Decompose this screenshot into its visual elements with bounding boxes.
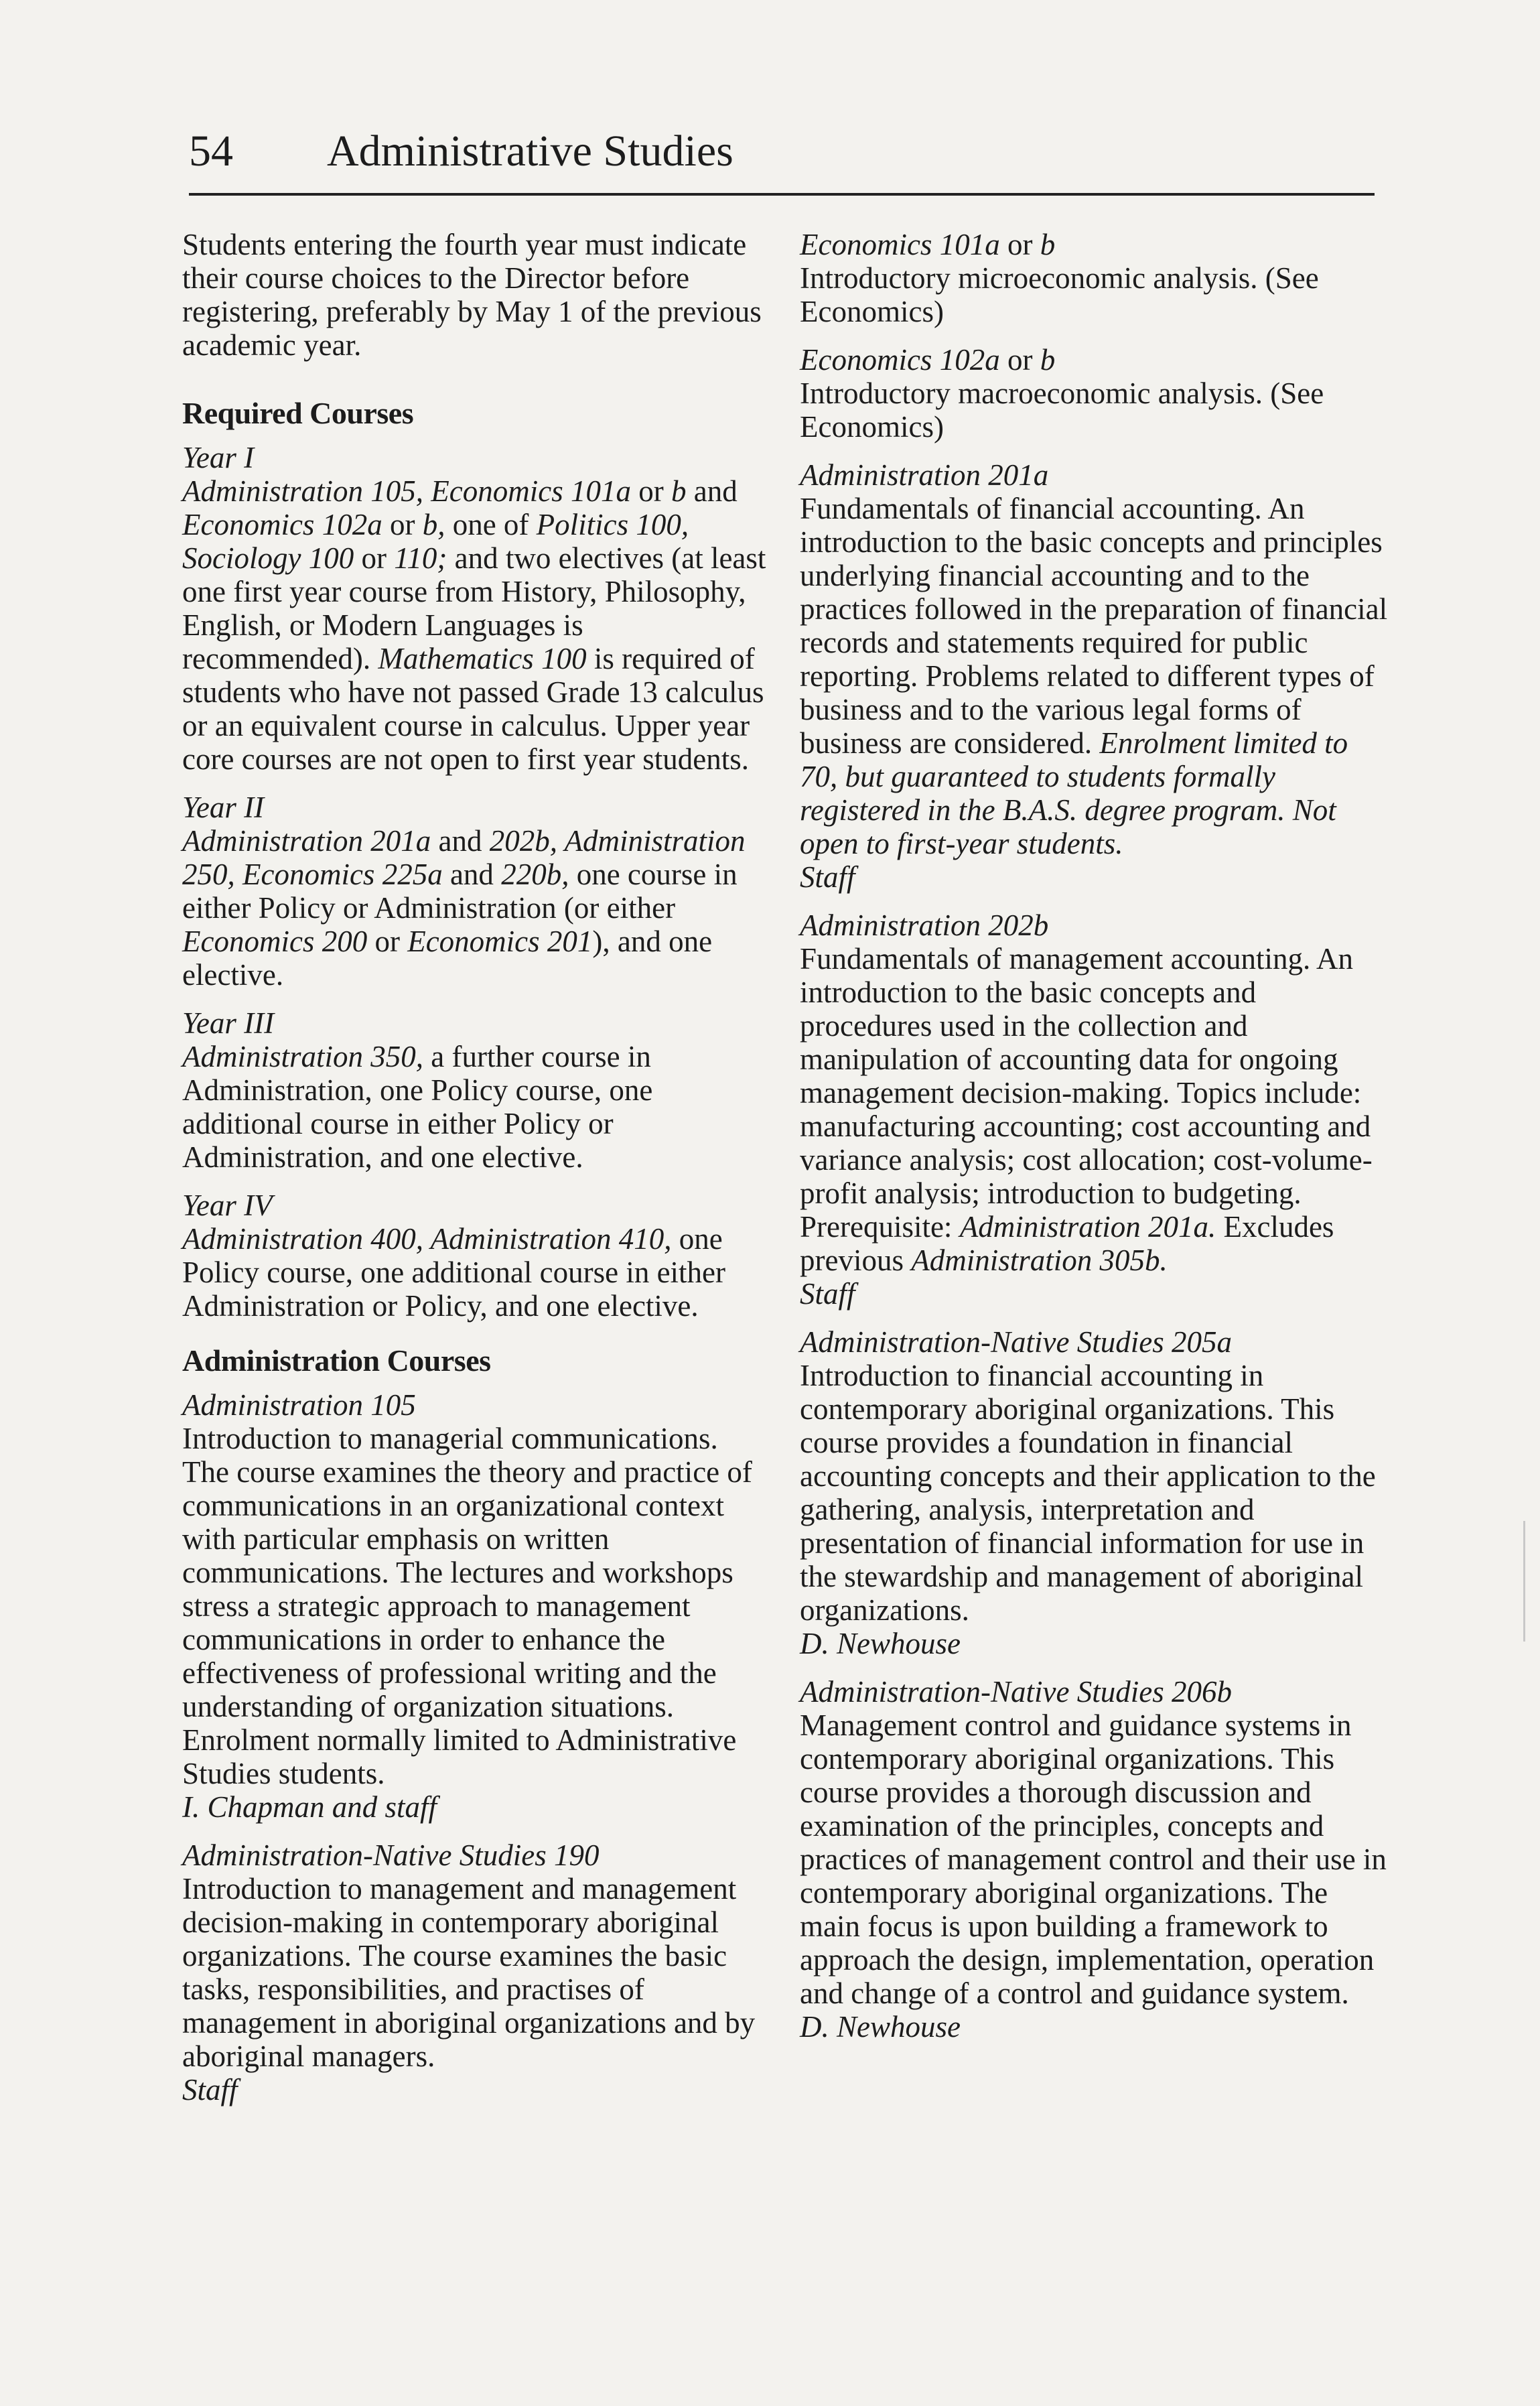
- title-connector: or: [999, 343, 1040, 377]
- year-3-text: [182, 1040, 772, 1174]
- right-column: [800, 228, 1389, 2058]
- text-run: and: [442, 858, 502, 891]
- course-instructor: Staff: [800, 860, 855, 894]
- course-admin-105: [182, 1388, 772, 1824]
- text-run: and two electives (at least one first year course from History, Philosophy, English, or Modern Languages is recommended).: [182, 541, 766, 675]
- italic-run: Administration 350,: [182, 1040, 424, 1073]
- italic-run: b,: [422, 508, 445, 541]
- course-admin-ns-205a: [800, 1325, 1389, 1660]
- course-instructor: D. Newhouse: [800, 1627, 961, 1660]
- title-connector: or: [999, 228, 1040, 261]
- course-description: Introductory microeconomic analysis. (See Economics): [800, 261, 1319, 328]
- year-1-label: Year I: [182, 441, 255, 474]
- administration-courses-heading: Administration Courses: [182, 1343, 491, 1378]
- italic-run: Administration 201a: [182, 824, 431, 858]
- course-instructor: Staff: [182, 2073, 238, 2107]
- page-number: 54: [189, 127, 233, 176]
- course-title-line: [800, 343, 1389, 377]
- year-4-text: [182, 1222, 772, 1323]
- course-instructor: I. Chapman and staff: [182, 1790, 437, 1824]
- year-4-label: Year IV: [182, 1189, 273, 1222]
- course-title: Administration 201a: [800, 458, 1049, 492]
- course-title: Administration-Native Studies 206b: [800, 1675, 1232, 1709]
- year-2-block: [182, 791, 772, 992]
- course-title: Economics 101a: [800, 228, 1000, 261]
- course-term: b: [1040, 343, 1056, 377]
- course-admin-201a: [800, 458, 1389, 894]
- course-econ-101: [800, 228, 1389, 328]
- text-run: one of: [445, 508, 537, 541]
- italic-run: Administration 105, Economics 101a: [182, 474, 631, 508]
- year-2-label: Year II: [182, 791, 265, 824]
- year-3-block: [182, 1006, 772, 1174]
- year-4-block: [182, 1189, 772, 1323]
- course-title: Administration 105: [182, 1388, 416, 1422]
- excluded-course: Administration 305b.: [911, 1244, 1168, 1277]
- course-title: Economics 102a: [800, 343, 1000, 377]
- required-courses-heading: Required Courses: [182, 396, 414, 430]
- course-description: Fundamentals of management accounting. An introduction to the basic concepts and procedures used in the collection and manipulation of accounting data for ongoing management decision-making. Topics include: manufacturing accounting; cost accounting and variance analysis; cost allocation; cost-volume-profit analysis; introduction to budgeting. Prerequisite:: [800, 942, 1373, 1244]
- course-term: b: [1040, 228, 1056, 261]
- course-admin-202b: [800, 909, 1389, 1311]
- course-instructor: D. Newhouse: [800, 2010, 961, 2044]
- course-instructor: Staff: [800, 1277, 855, 1311]
- course-description: Introduction to financial accounting in contemporary aboriginal organizations. This course provides a foundation in financial accounting concepts and their application to the gathering, analysis, interpretation and presentation of financial information for use in the stewardship and management of aboriginal organizations.: [800, 1359, 1376, 1627]
- year-1-text: [182, 474, 772, 776]
- course-title-line: [800, 228, 1389, 261]
- course-admin-ns-190: [182, 1839, 772, 2107]
- course-admin-ns-206b: [800, 1675, 1389, 2044]
- page-header: [189, 119, 1375, 196]
- course-description-line: [800, 942, 1389, 1277]
- italic-run: 220b,: [501, 858, 569, 891]
- text-run: or: [367, 925, 408, 958]
- year-1-block: [182, 441, 772, 776]
- text-run: ), and one elective.: [182, 925, 713, 992]
- exclusion-text: Excludes previous: [800, 1210, 1334, 1277]
- text-run: or: [382, 508, 423, 541]
- text-run: one course in either Policy or Administration (or either: [182, 858, 738, 925]
- text-run: a further course in Administration, one Policy course, one additional course in either Policy or Administration, and one elective.: [182, 1040, 653, 1174]
- italic-run: Mathematics 100: [378, 642, 587, 675]
- text-run: and: [686, 474, 738, 508]
- italic-run: 202b, Administration 250, Economics 225a: [182, 824, 746, 891]
- prerequisite: Administration 201a.: [959, 1210, 1216, 1244]
- year-3-label: Year III: [182, 1006, 275, 1040]
- course-description: Introduction to management and management decision-making in contemporary aboriginal organizations. The course examines the basic tasks, responsibilities, and practises of management in aboriginal organizations and by aboriginal managers.: [182, 1872, 756, 2073]
- text-run: and: [431, 824, 490, 858]
- italic-run: b: [671, 474, 687, 508]
- text-run: one Policy course, one additional course in either Administration or Policy, and one elective.: [182, 1222, 726, 1323]
- course-title: Administration-Native Studies 205a: [800, 1325, 1232, 1359]
- course-description: Introduction to managerial communications. The course examines the theory and practice of communications in an organizational context with particular emphasis on written communications. The lectures and workshops stress a strategic approach to management communications in order to enhance the effectiveness of professional writing and the understanding of organization situations. Enrolment normally limited to Administrative Studies students.: [182, 1422, 752, 1790]
- text-run: or: [630, 474, 671, 508]
- text-run: or: [354, 541, 395, 575]
- course-description-line: [800, 492, 1389, 860]
- course-title: Administration-Native Studies 190: [182, 1839, 600, 1872]
- course-title: Administration 202b: [800, 909, 1049, 942]
- italic-run: Politics 100, Sociology 100: [182, 508, 689, 575]
- text-run: is required of students who have not passed Grade 13 calculus or an equivalent course in calculus. Upper year core courses are not open to first year students.: [182, 642, 764, 776]
- left-column: [182, 228, 772, 2121]
- enrolment-note: Enrolment limited to 70, but guaranteed to students formally registered in the B.A.S. degree program. Not open to first-year students.: [800, 726, 1348, 860]
- course-description: Fundamentals of financial accounting. An introduction to the basic concepts and principles underlying financial accounting and to the practices followed in the preparation of financial records and statements required for public reporting. Problems related to different types of business and to the various legal forms of business are considered.: [800, 492, 1388, 760]
- course-econ-102: [800, 343, 1389, 444]
- intro-paragraph: Students entering the fourth year must indicate their course choices to the Director before registering, preferably by May 1 of the previous academic year.: [182, 228, 762, 362]
- course-description: Management control and guidance systems in contemporary aboriginal organizations. This course provides a thorough discussion and examination of the principles, concepts and practices of management control and their use in contemporary aboriginal organizations. The main focus is upon building a framework to approach the design, implementation, operation and change of a control and guidance system.: [800, 1709, 1387, 2010]
- italic-run: 110;: [394, 541, 447, 575]
- italic-run: Economics 102a: [182, 508, 382, 541]
- italic-run: Administration 400, Administration 410,: [182, 1222, 672, 1256]
- page-edge-mark: [1523, 1521, 1525, 1642]
- italic-run: Economics 201: [407, 925, 593, 958]
- page-title: Administrative Studies: [327, 127, 733, 176]
- year-2-text: [182, 824, 772, 992]
- course-description: Introductory macroeconomic analysis. (See Economics): [800, 377, 1324, 444]
- italic-run: Economics 200: [182, 925, 368, 958]
